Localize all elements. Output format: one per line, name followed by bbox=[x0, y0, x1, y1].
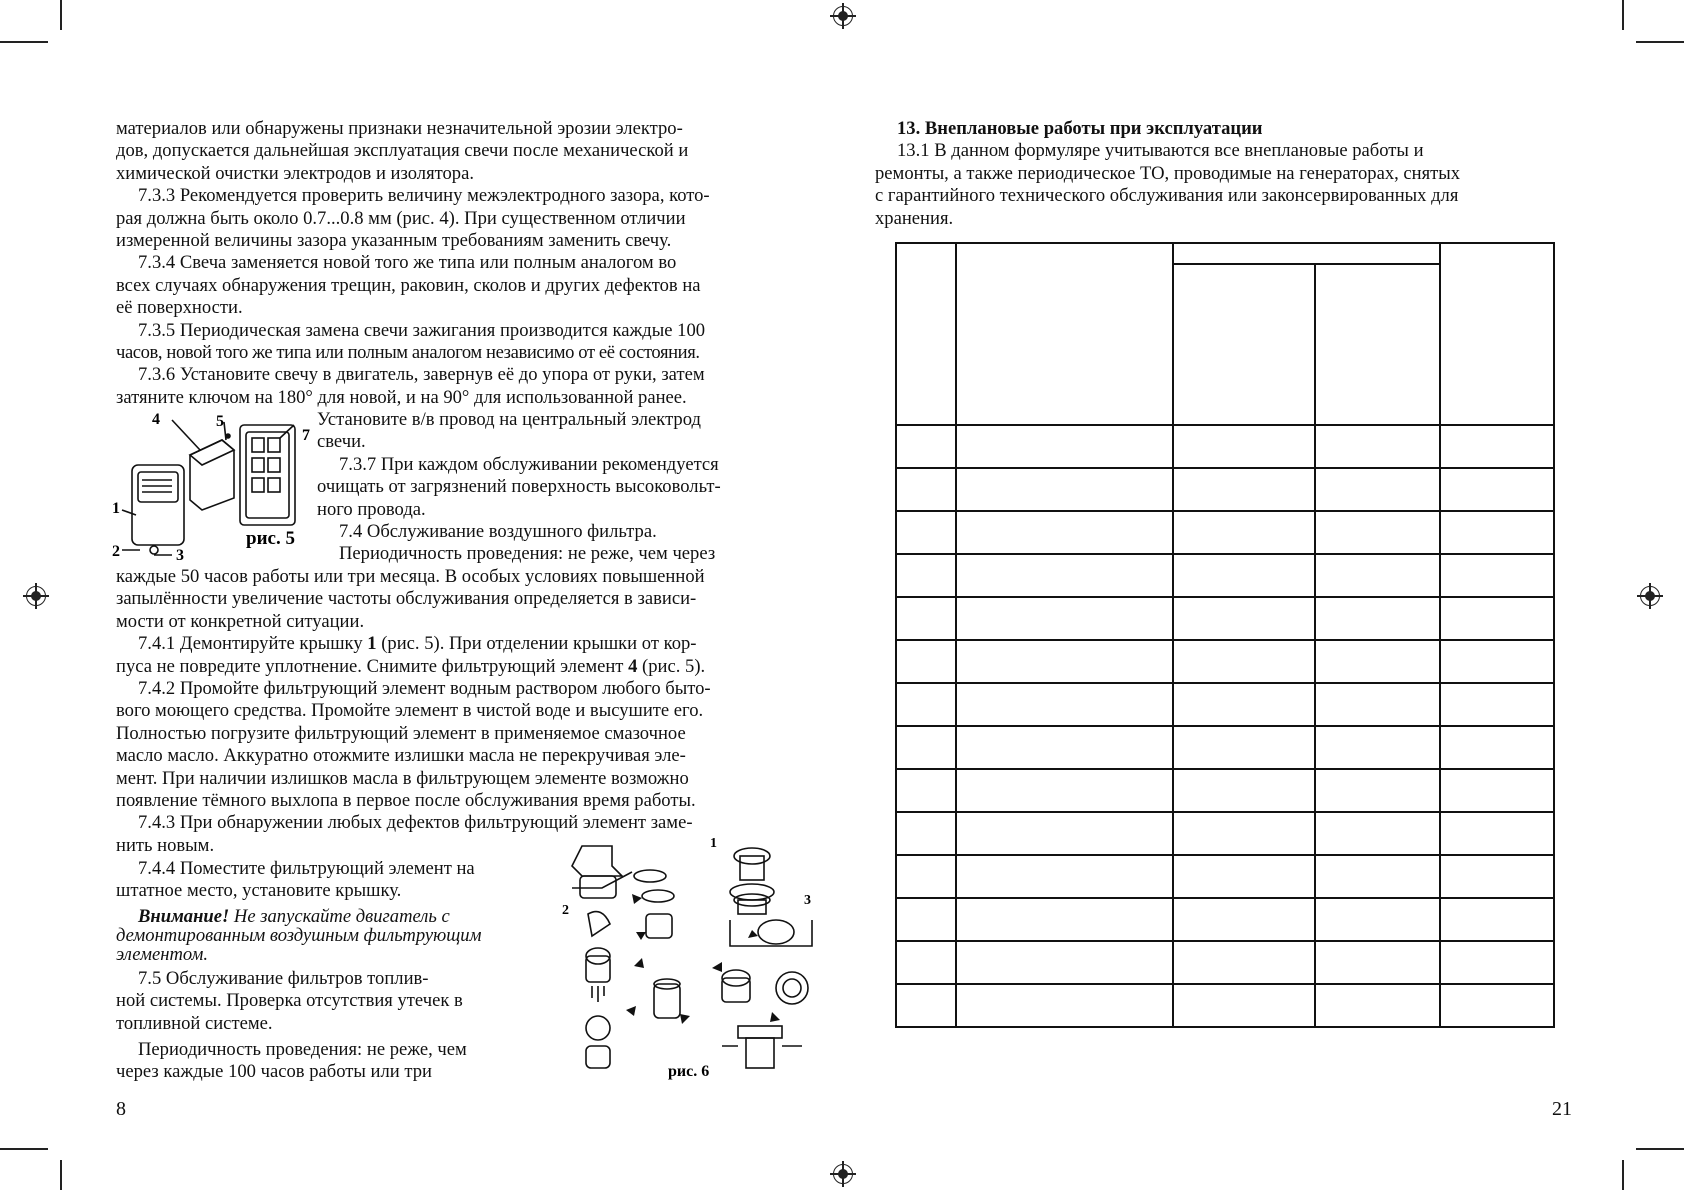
table-cell bbox=[956, 984, 1173, 1027]
fig6-label: 3 bbox=[804, 893, 811, 908]
table-row bbox=[896, 468, 1554, 511]
table-cell bbox=[896, 425, 956, 468]
table-header-cell bbox=[1315, 264, 1441, 425]
text-line: измеренной величины зазора указанным требованиям заменить свечу. bbox=[116, 230, 672, 252]
table-cell bbox=[956, 769, 1173, 812]
table-cell bbox=[896, 769, 956, 812]
table-cell bbox=[896, 812, 956, 855]
page-number-right: 21 bbox=[1552, 1098, 1572, 1120]
text-beside-fig6 bbox=[116, 858, 558, 1084]
crop-mark bbox=[1622, 0, 1624, 30]
table-cell bbox=[1440, 597, 1554, 640]
text-line: очищать от загрязнений поверхность высоковольт- bbox=[317, 476, 721, 498]
warning-line: элементом. bbox=[116, 943, 208, 965]
table-header-cell bbox=[1173, 264, 1315, 425]
table-cell bbox=[1440, 812, 1554, 855]
text-line: 7.4.2 Промойте фильтрующий элемент водным раствором любого быто- bbox=[138, 678, 711, 700]
table-cell bbox=[1315, 855, 1441, 898]
text-line: ной системы. Проверка отсутствия утечек в bbox=[116, 990, 463, 1012]
text-line: 7.3.4 Свеча заменяется новой того же типа или полным аналогом во bbox=[138, 252, 677, 274]
table-cell bbox=[1173, 941, 1315, 984]
table-cell bbox=[1173, 984, 1315, 1027]
fig6-label: 1 bbox=[710, 836, 717, 851]
crop-mark bbox=[0, 1148, 48, 1150]
table-row bbox=[896, 640, 1554, 683]
text-line: затяните ключом на 180° для новой, и на 90° для использованной ранее. bbox=[116, 386, 687, 408]
table-cell bbox=[1315, 597, 1441, 640]
table-row bbox=[896, 855, 1554, 898]
table-row bbox=[896, 769, 1554, 812]
text-line: Полностью погрузите фильтрующий элемент в применяемое смазочное bbox=[116, 722, 686, 744]
text-line: появление тёмного выхлопа в первое после обслуживания время работы. bbox=[116, 790, 696, 812]
text-line: 7.4.3 При обнаружении любых дефектов фильтрующий элемент заме- bbox=[138, 812, 693, 834]
text-line: материалов или обнаружены признаки незначительной эрозии электро- bbox=[116, 118, 683, 139]
text-line: Установите в/в провод на центральный электрод bbox=[317, 409, 701, 430]
table-header-cell bbox=[1173, 243, 1440, 264]
table-cell bbox=[1315, 468, 1441, 511]
table-row bbox=[896, 812, 1554, 855]
warning-line: демонтированным воздушным фильтрующим bbox=[116, 924, 482, 946]
table-cell bbox=[1173, 511, 1315, 554]
table-cell bbox=[896, 984, 956, 1027]
text-line: 7.3.6 Установите свечу в двигатель, завернув её до упора от руки, затем bbox=[138, 364, 705, 386]
table-cell bbox=[1173, 898, 1315, 941]
table-cell bbox=[1173, 597, 1315, 640]
table-cell bbox=[1315, 898, 1441, 941]
left-page-text-middle bbox=[116, 566, 821, 857]
text-line: масло масло. Аккуратно отожмите излишки масла не перекручивая эле- bbox=[116, 745, 686, 767]
text-line: мент. При наличии излишков масла в фильтрующем элементе возможно bbox=[116, 767, 689, 789]
crop-mark bbox=[1636, 1148, 1684, 1150]
registration-mark-icon bbox=[26, 586, 46, 606]
fig5-label: 4 bbox=[152, 411, 160, 428]
table-cell bbox=[896, 468, 956, 511]
table-cell bbox=[1315, 984, 1441, 1027]
text-line: топливной системе. bbox=[116, 1012, 273, 1034]
table-cell bbox=[896, 554, 956, 597]
text-line bbox=[116, 656, 821, 678]
table-cell bbox=[1315, 425, 1441, 468]
page-number-left: 8 bbox=[116, 1098, 126, 1120]
text-span: 7.4.1 Демонтируйте крышку bbox=[138, 633, 368, 655]
table-cell bbox=[1315, 683, 1441, 726]
text-line: 7.4 Обслуживание воздушного фильтра. bbox=[339, 521, 657, 543]
crop-mark bbox=[1622, 1160, 1624, 1190]
fig5-label: 5 bbox=[216, 413, 224, 430]
table-cell bbox=[1173, 726, 1315, 769]
table-cell bbox=[1440, 468, 1554, 511]
registration-mark-icon bbox=[833, 6, 853, 26]
text-line: 7.5 Обслуживание фильтров топлив- bbox=[138, 967, 429, 989]
table-cell bbox=[896, 640, 956, 683]
text-line: 7.3.7 При каждом обслуживании рекомендуется bbox=[339, 453, 719, 475]
fig5-label: 7 bbox=[302, 427, 310, 444]
table-cell bbox=[1440, 511, 1554, 554]
table-cell bbox=[1173, 554, 1315, 597]
text-line: Периодичность проведения: не реже, чем bbox=[138, 1039, 467, 1061]
text-line: с гарантийного технического обслуживания или законсервированных для bbox=[875, 185, 1459, 207]
warning-label: Внимание! bbox=[138, 905, 230, 927]
table-cell bbox=[1173, 468, 1315, 511]
text-span: (рис. 5). При отделении крышки от кор- bbox=[376, 633, 697, 655]
table-cell bbox=[1173, 683, 1315, 726]
table-cell bbox=[956, 511, 1173, 554]
text-line: ного провода. bbox=[317, 498, 426, 520]
table-cell bbox=[1440, 941, 1554, 984]
crop-mark bbox=[60, 0, 62, 30]
table-cell bbox=[1315, 554, 1441, 597]
text-line: штатное место, установите крышку. bbox=[116, 880, 402, 902]
registration-mark-icon bbox=[1640, 586, 1660, 606]
table-cell bbox=[1315, 640, 1441, 683]
table-cell bbox=[956, 726, 1173, 769]
bold-ref: 1 bbox=[367, 633, 377, 655]
text-line: через каждые 100 часов работы или три bbox=[116, 1061, 432, 1083]
table-row bbox=[896, 554, 1554, 597]
table-cell bbox=[1440, 984, 1554, 1027]
text-line: часов, новой того же типа или полным аналогом независимо от её состояния. bbox=[116, 342, 700, 364]
text-span: пуса не повредите уплотнение. Снимите фильтрующий элемент bbox=[116, 655, 629, 677]
text-beside-fig5 bbox=[317, 409, 821, 566]
fig5-label: 2 bbox=[112, 543, 120, 560]
section-heading: 13. Внеплановые работы при эксплуатации bbox=[897, 118, 1263, 139]
table-cell bbox=[1315, 726, 1441, 769]
left-page-text-top bbox=[116, 118, 821, 409]
warning-text: Не запускайте двигатель с bbox=[229, 905, 450, 927]
table-cell bbox=[956, 855, 1173, 898]
table-cell bbox=[1440, 425, 1554, 468]
fig5-label: 1 bbox=[112, 500, 120, 517]
table-cell bbox=[1440, 855, 1554, 898]
fig5-caption: рис. 5 bbox=[246, 528, 295, 549]
text-span: (рис. 5). bbox=[637, 655, 706, 677]
table-cell bbox=[896, 597, 956, 640]
table-cell bbox=[956, 898, 1173, 941]
table-cell bbox=[956, 941, 1173, 984]
crop-mark bbox=[60, 1160, 62, 1190]
text-line: нить новым. bbox=[116, 834, 215, 856]
table-cell bbox=[956, 597, 1173, 640]
text-line: запылённости увеличение частоты обслуживания определяется в зависи- bbox=[116, 588, 697, 610]
text-line: её поверхности. bbox=[116, 297, 243, 319]
table-cell bbox=[1440, 683, 1554, 726]
text-line: 13.1 В данном формуляре учитываются все внеплановые работы и bbox=[897, 140, 1424, 162]
text-line: химической очистки электродов и изолятора. bbox=[116, 162, 475, 184]
text-line: ремонты, а также периодическое ТО, проводимые на генераторах, снятых bbox=[875, 162, 1461, 184]
table-cell bbox=[1173, 425, 1315, 468]
table-cell bbox=[896, 898, 956, 941]
text-line: хранения. bbox=[875, 207, 954, 229]
table-cell bbox=[1315, 941, 1441, 984]
registration-mark-icon bbox=[833, 1164, 853, 1184]
table-cell bbox=[956, 425, 1173, 468]
table-row bbox=[896, 941, 1554, 984]
table-cell bbox=[896, 855, 956, 898]
crop-mark bbox=[1636, 41, 1684, 43]
table-cell bbox=[896, 726, 956, 769]
right-page-text bbox=[875, 118, 1575, 230]
table-cell bbox=[956, 812, 1173, 855]
table-cell bbox=[1440, 640, 1554, 683]
table-cell bbox=[956, 468, 1173, 511]
table-row bbox=[896, 898, 1554, 941]
text-line: 7.3.5 Периодическая замена свечи зажигания производится каждые 100 bbox=[138, 319, 706, 341]
text-line: 7.3.3 Рекомендуется проверить величину межэлектродного зазора, кото- bbox=[138, 185, 710, 207]
figure-5-air-filter bbox=[112, 410, 317, 560]
text-line: свечи. bbox=[317, 431, 366, 453]
table-cell bbox=[1173, 812, 1315, 855]
table-cell bbox=[1173, 769, 1315, 812]
table-cell bbox=[1440, 726, 1554, 769]
table-row bbox=[896, 726, 1554, 769]
table-cell bbox=[1173, 855, 1315, 898]
text-line: всех случаях обнаружения трещин, раковин, сколов и других дефектов на bbox=[116, 274, 701, 296]
table-header-row bbox=[896, 243, 1554, 264]
warning-line bbox=[116, 907, 558, 926]
table-cell bbox=[956, 683, 1173, 726]
table-row bbox=[896, 597, 1554, 640]
text-line: дов, допускается дальнейшая эксплуатация свечи после механической и bbox=[116, 140, 689, 162]
text-line bbox=[116, 633, 821, 655]
table-cell bbox=[1173, 640, 1315, 683]
table-cell bbox=[1440, 898, 1554, 941]
text-line: вого моющего средства. Промойте элемент в чистой воде и высушите его. bbox=[116, 700, 704, 722]
table-cell bbox=[956, 554, 1173, 597]
fig6-caption: рис. 6 bbox=[668, 1063, 710, 1080]
table-row bbox=[896, 683, 1554, 726]
bold-ref: 4 bbox=[628, 655, 638, 677]
table-row bbox=[896, 425, 1554, 468]
table-cell bbox=[1315, 812, 1441, 855]
table-row bbox=[896, 511, 1554, 554]
figure-6-fuel-filter bbox=[562, 836, 824, 1081]
table-row bbox=[896, 984, 1554, 1027]
text-line: рая должна быть около 0.7...0.8 мм (рис. 4). При существенном отличии bbox=[116, 207, 686, 229]
fig6-label: 2 bbox=[562, 903, 569, 918]
table-header-cell bbox=[1440, 243, 1554, 425]
table-cell bbox=[896, 511, 956, 554]
table-cell bbox=[956, 640, 1173, 683]
text-line: 7.4.4 Поместите фильтрующий элемент на bbox=[138, 858, 475, 879]
fig5-label: 3 bbox=[176, 547, 184, 560]
table-cell bbox=[1315, 511, 1441, 554]
table-cell bbox=[896, 941, 956, 984]
table-cell bbox=[896, 683, 956, 726]
text-line: каждые 50 часов работы или три месяца. В особых условиях повышенной bbox=[116, 566, 705, 587]
table-cell bbox=[1315, 769, 1441, 812]
unplanned-works-table bbox=[895, 242, 1555, 1028]
table-cell bbox=[1440, 769, 1554, 812]
table-header-cell bbox=[956, 243, 1173, 425]
text-line: Периодичность проведения: не реже, чем через bbox=[339, 543, 716, 565]
table-cell bbox=[1440, 554, 1554, 597]
text-line: мости от конкретной ситуации. bbox=[116, 610, 365, 632]
table-header-cell bbox=[896, 243, 956, 425]
crop-mark bbox=[0, 41, 48, 43]
